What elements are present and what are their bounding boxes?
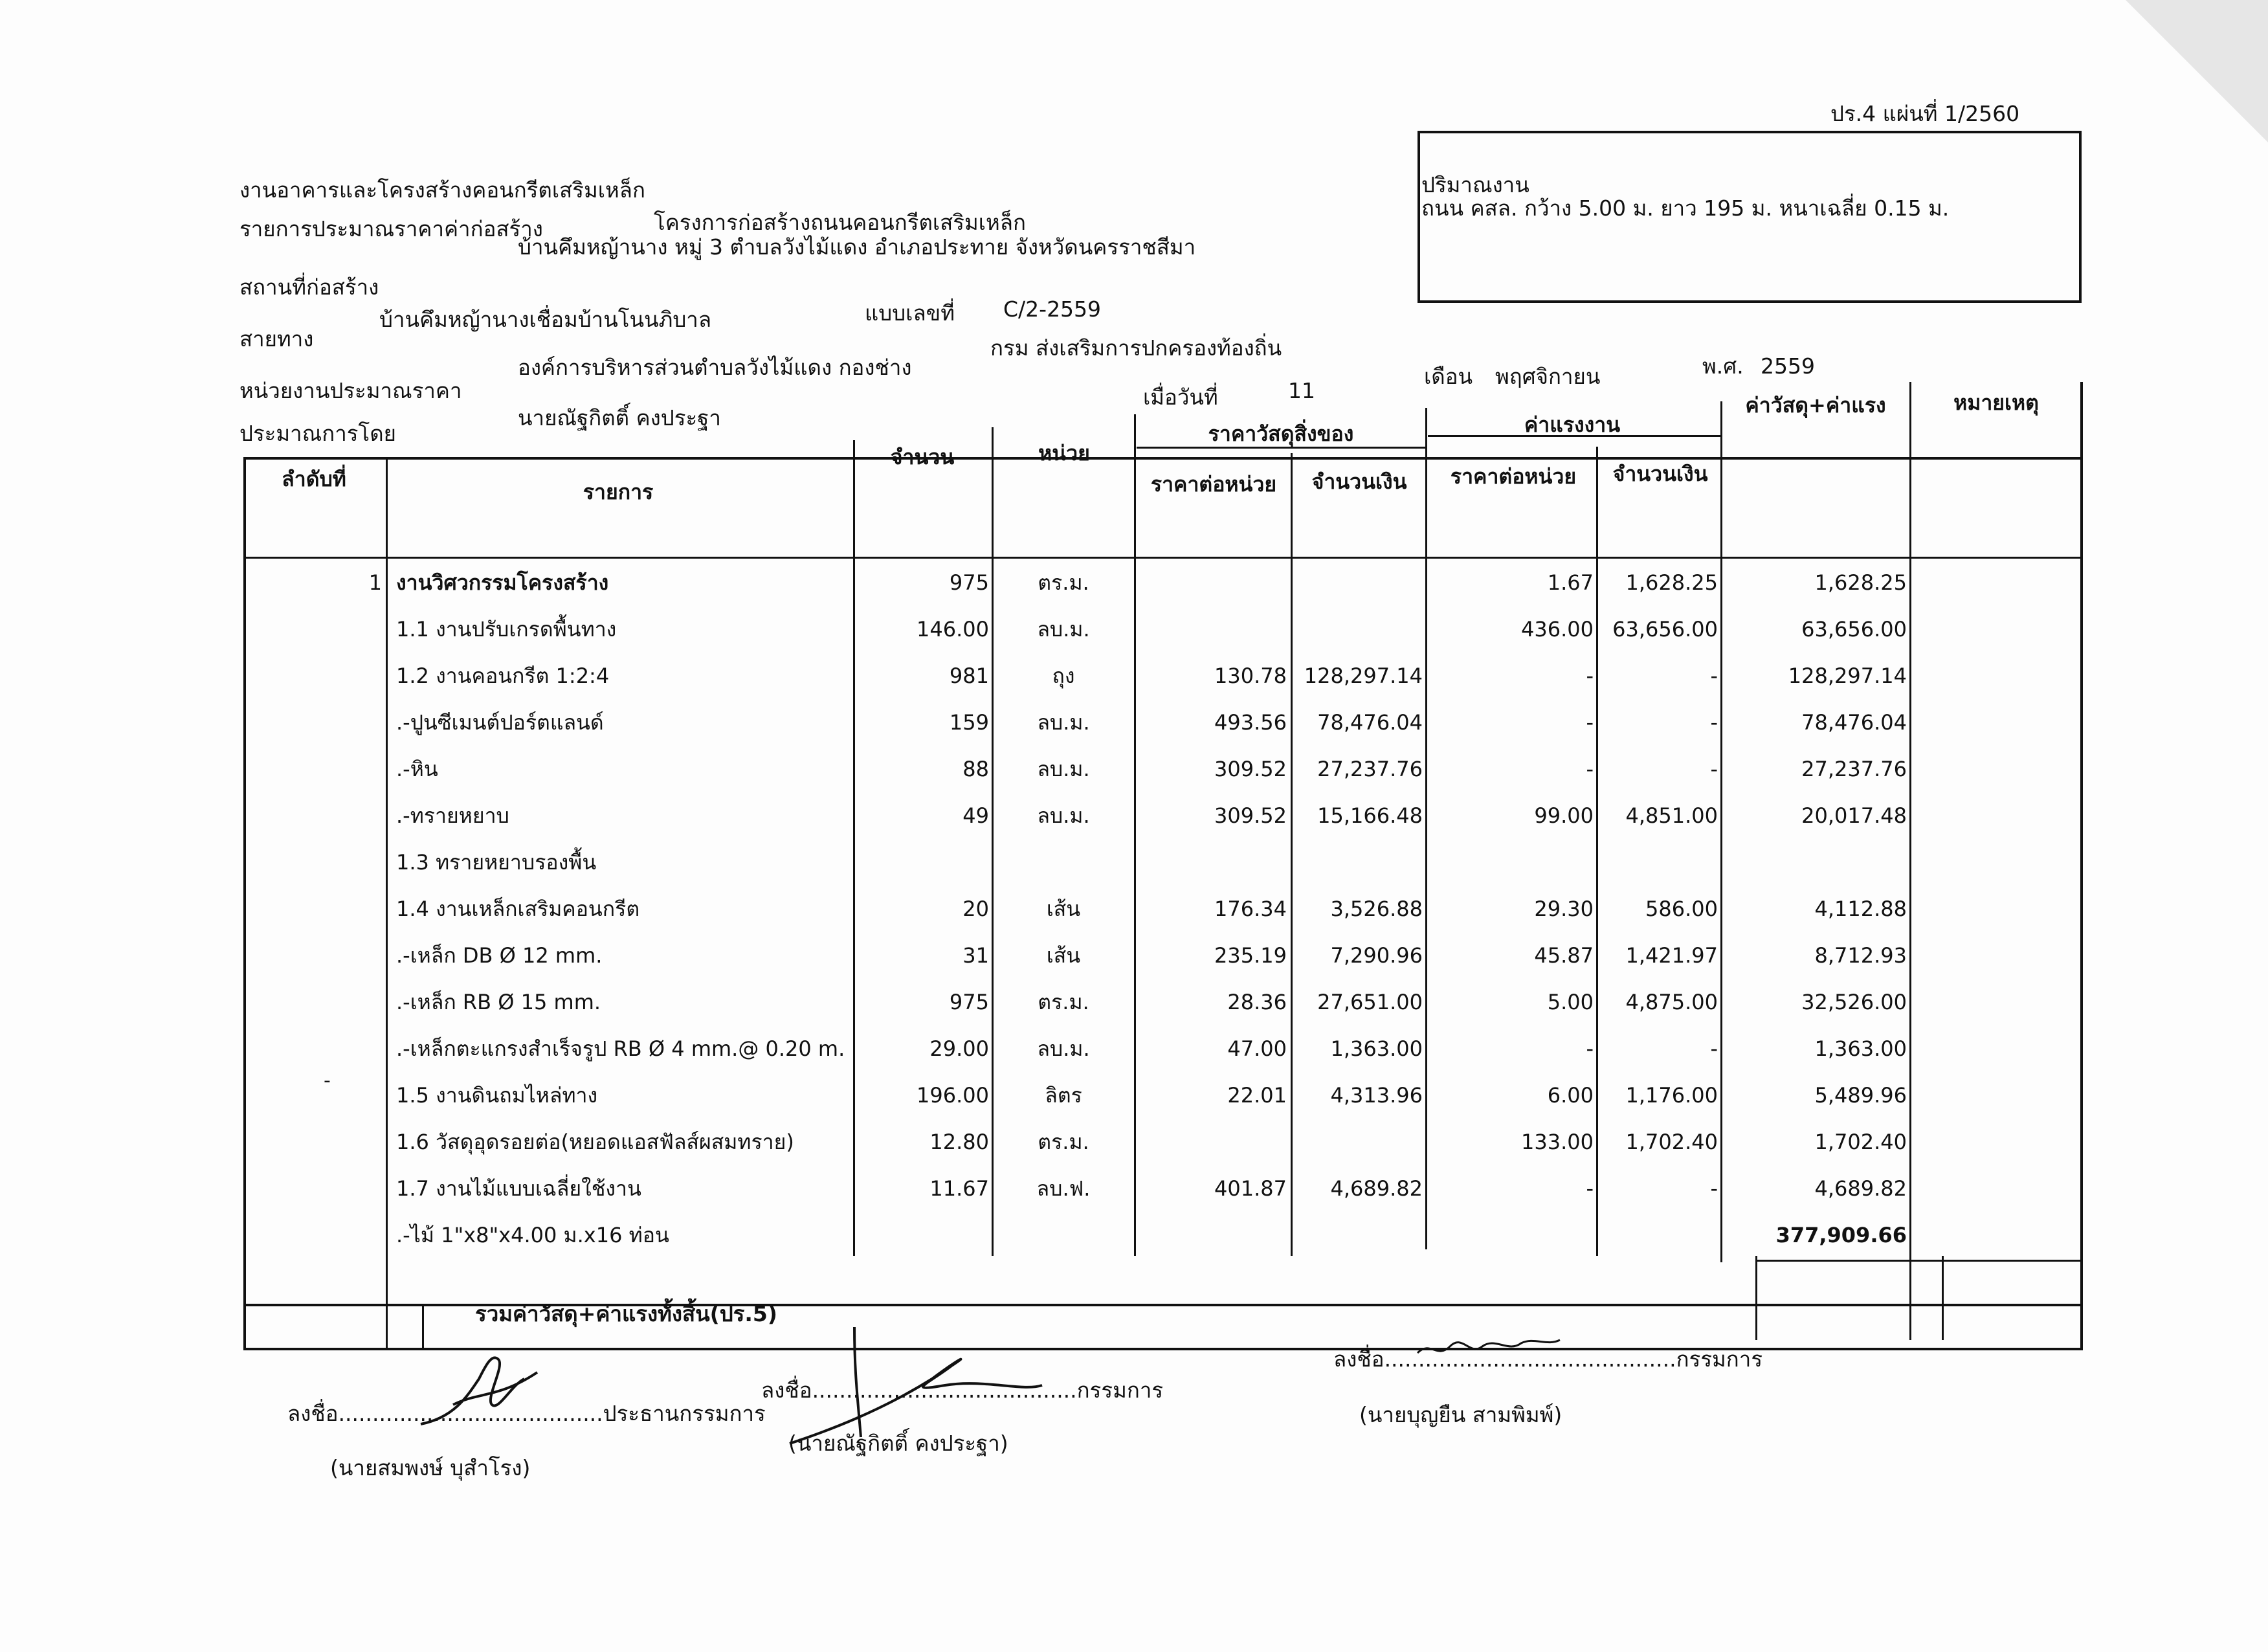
row-7-item: 1.3 ทรายหยาบรองพื้น	[396, 850, 597, 875]
row-11-unit: ลบ.ม.	[1037, 1036, 1090, 1061]
row-1-total: 1,628.25	[1814, 570, 1907, 595]
row-9-m-amt: 7,290.96	[1330, 943, 1423, 968]
row-8-total: 4,112.88	[1814, 897, 1907, 921]
col-divider-item	[853, 440, 855, 1256]
row-3-l-amt: -	[1710, 664, 1718, 688]
row-4-total: 78,476.04	[1801, 710, 1907, 735]
row-8-item: 1.4 งานเหล็กเสริมคอนกรีต	[396, 897, 640, 921]
row-3-unit: ถุง	[1052, 664, 1075, 688]
row-5-unit: ลบ.ม.	[1037, 757, 1090, 781]
sig1-sign-label: ลงชื่อ.......................................ประธานกรรมการ	[287, 1401, 766, 1426]
header-material: ราคาวัสดุสิ่งของ	[1208, 421, 1354, 446]
sig2-role: กรรมการ	[1076, 1378, 1164, 1403]
table-left-border	[243, 457, 246, 1350]
grand-total-label: รวมค่าวัสดุ+ค่าแรงทั้งสิ้น(ปร.5)	[475, 1301, 777, 1326]
row-2-l-amt: 63,656.00	[1612, 617, 1718, 642]
plan-number: C/2-2559	[1003, 296, 1102, 322]
ministry-value: กรม ส่งเสริมการปกครองท้องถิ่น	[990, 335, 1282, 361]
row-9-m-price: 235.19	[1214, 943, 1287, 968]
row-3-m-price: 130.78	[1214, 664, 1287, 688]
row-2-unit: ลบ.ม.	[1037, 617, 1090, 642]
agency-value: องค์การบริหารส่วนตำบลวังไม้แดง กองช่าง	[518, 355, 912, 380]
row-12-item: 1.5 งานดินถมไหล่ทาง	[396, 1083, 598, 1108]
table-right-border	[2080, 382, 2083, 1350]
quantity-description: ถนน คสล. กว้าง 5.00 ม. ยาว 195 ม. หนาเฉลี่ย 0.15 ม.	[1421, 195, 1950, 221]
row-2-item: 1.1 งานปรับเกรดพื้นทาง	[396, 617, 617, 642]
date-label: เมื่อวันที่	[1143, 385, 1218, 410]
row-1-qty: 975	[949, 570, 989, 595]
row-6-l-price: 99.00	[1534, 803, 1594, 828]
row-4-m-price: 493.56	[1214, 710, 1287, 735]
row-6-m-amt: 15,166.48	[1317, 803, 1423, 828]
row-1-unit: ตร.ม.	[1038, 570, 1089, 595]
site-value: บ้านคึมหญ้านาง หมู่ 3 ตำบลวังไม้แดง อำเภอประทาย จังหวัดนครราชสีมา	[518, 234, 1196, 260]
row-4-qty: 159	[949, 710, 989, 735]
row-11-item: .-เหล็กตะแกรงสำเร็จรูป RB Ø 4 mm.@ 0.20 m.	[396, 1036, 845, 1061]
row-14-item: 1.7 งานไม้แบบเฉลี่ยใช้งาน	[396, 1176, 641, 1201]
row-6-item: .-ทรายหยาบ	[396, 803, 509, 828]
col-divider-qty	[992, 427, 994, 1256]
row-1-no: 1	[368, 570, 382, 595]
row-4-l-amt: -	[1710, 710, 1718, 735]
row-6-m-price: 309.52	[1214, 803, 1287, 828]
month-label: เดือน	[1424, 364, 1473, 389]
header-material-amount: จำนวนเงิน	[1311, 469, 1407, 494]
sig1-role: ประธานกรรมการ	[603, 1401, 766, 1426]
date-day: 11	[1288, 378, 1315, 403]
row-3-l-price: -	[1586, 664, 1594, 688]
row-5-item: .-หิน	[396, 757, 438, 781]
plan-label: แบบเลขที่	[865, 300, 955, 326]
col-divider-no	[386, 457, 388, 1348]
row-13-l-amt: 1,702.40	[1625, 1130, 1718, 1154]
row-1-item: งานวิศวกรรมโครงสร้าง	[396, 570, 609, 595]
row-4-l-price: -	[1586, 710, 1594, 735]
row-15-total: 377,909.66	[1775, 1223, 1907, 1247]
sig3-sign-label: ลงชื่อ...........................................กรรมการ	[1333, 1346, 1763, 1372]
row-5-qty: 88	[962, 757, 989, 781]
col-divider-labor-price	[1596, 447, 1598, 1256]
row-5-l-price: -	[1586, 757, 1594, 781]
row-14-total: 4,689.82	[1814, 1176, 1907, 1201]
sig2-name: (นายณัฐกิตติ์ คงประฐา)	[788, 1431, 1008, 1456]
row-14-m-price: 401.87	[1214, 1176, 1287, 1201]
row-4-m-amt: 78,476.04	[1317, 710, 1423, 735]
row-8-m-amt: 3,526.88	[1330, 897, 1423, 921]
row-10-item: .-เหล็ก RB Ø 15 mm.	[396, 990, 601, 1014]
row-14-qty: 11.67	[929, 1176, 989, 1201]
sig1-name: (นายสมพงษ์ บุสำโรง)	[330, 1455, 531, 1480]
row-6-qty: 49	[962, 803, 989, 828]
doc-reference: ปร.4 แผ่นที่ 1/2560	[1830, 101, 2020, 126]
col-divider-labor-amount	[1720, 401, 1722, 1262]
route-label: สายทาง	[239, 326, 314, 352]
row-12-m-amt: 4,313.96	[1330, 1083, 1423, 1108]
month-value: พฤศจิกายน	[1495, 364, 1601, 389]
row-9-qty: 31	[962, 943, 989, 968]
site-label: สถานที่ก่อสร้าง	[239, 274, 379, 300]
row-13-total: 1,702.40	[1814, 1130, 1907, 1154]
row-8-m-price: 176.34	[1214, 897, 1287, 921]
project-name: โครงการก่อสร้างถนนคอนกรีตเสริมเหล็ก	[654, 210, 1027, 235]
row-11-qty: 29.00	[929, 1036, 989, 1061]
sig2-sign-label: ลงชื่อ.......................................กรรมการ	[761, 1378, 1164, 1403]
year-value: 2559	[1761, 353, 1815, 379]
estimator-label: ประมาณการโดย	[239, 421, 397, 446]
header-item: รายการ	[583, 480, 654, 504]
scan-corner-shadow	[2126, 0, 2268, 142]
row-10-qty: 975	[949, 990, 989, 1014]
row-8-unit: เส้น	[1046, 897, 1081, 921]
row-9-unit: เส้น	[1046, 943, 1081, 968]
row-5-l-amt: -	[1710, 757, 1718, 781]
row-9-l-amt: 1,421.97	[1625, 943, 1718, 968]
row-10-total: 32,526.00	[1801, 990, 1907, 1014]
row-8-l-price: 29.30	[1534, 897, 1594, 921]
row-12-qty: 196.00	[917, 1083, 989, 1108]
row-6-unit: ลบ.ม.	[1037, 803, 1090, 828]
row-6-total: 20,017.48	[1801, 803, 1907, 828]
row-11-l-price: -	[1586, 1036, 1594, 1061]
header-qty: จำนวน	[890, 445, 955, 469]
row-1-l-price: 1.67	[1547, 570, 1594, 595]
row-12-unit: ลิตร	[1045, 1083, 1082, 1108]
row-5-total: 27,237.76	[1801, 757, 1907, 781]
col-divider-remark-bottom	[1942, 1256, 1944, 1340]
header-labor: ค่าแรงงาน	[1524, 412, 1621, 437]
row-9-l-price: 45.87	[1534, 943, 1594, 968]
col-divider-material-price	[1291, 453, 1293, 1256]
header-unit: หน่วย	[1038, 441, 1090, 465]
row-13-qty: 12.80	[929, 1130, 989, 1154]
row-10-l-price: 5.00	[1547, 990, 1594, 1014]
row-12-m-price: 22.01	[1227, 1083, 1287, 1108]
header-total: ค่าวัสดุ+ค่าแรง	[1745, 393, 1886, 418]
row-8-l-amt: 586.00	[1645, 897, 1718, 921]
row-6-l-amt: 4,851.00	[1625, 803, 1718, 828]
estimator-name: นายณัฐกิตติ์ คงประฐา	[518, 405, 721, 430]
row-14-l-price: -	[1586, 1176, 1594, 1201]
row-8-qty: 20	[962, 897, 989, 921]
row-12-total: 5,489.96	[1814, 1083, 1907, 1108]
row-10-m-amt: 27,651.00	[1317, 990, 1423, 1014]
row-14-l-amt: -	[1710, 1176, 1718, 1201]
sig3-name: (นายบุญยืน สามพิมพ์)	[1359, 1402, 1562, 1427]
row-11-total: 1,363.00	[1814, 1036, 1907, 1061]
row-10-unit: ตร.ม.	[1038, 990, 1089, 1014]
route-value: บ้านคึมหญ้านางเชื่อมบ้านโนนภิบาล	[379, 307, 712, 332]
row-14-unit: ลบ.ฟ.	[1036, 1176, 1091, 1201]
stray-mark: -	[324, 1069, 331, 1092]
row-3-item: 1.2 งานคอนกรีต 1:2:4	[396, 664, 610, 688]
col-divider-material-amount	[1425, 408, 1427, 1249]
header-material-unit-price: ราคาต่อหน่วย	[1150, 472, 1277, 497]
row-15-item: .-ไม้ 1"x8"x4.00 ม.x16 ท่อน	[396, 1223, 669, 1247]
row-11-m-amt: 1,363.00	[1330, 1036, 1423, 1061]
row-4-item: .-ปูนซีเมนต์ปอร์ตแลนด์	[396, 710, 604, 735]
quantity-title: ปริมาณงาน	[1421, 172, 1529, 197]
row-2-total: 63,656.00	[1801, 617, 1907, 642]
header-labor-amount: จำนวนเงิน	[1612, 462, 1708, 486]
row-12-l-price: 6.00	[1547, 1083, 1594, 1108]
col-divider-unit	[1134, 414, 1136, 1256]
estimate-label: รายการประมาณราคาค่าก่อสร้าง	[239, 216, 543, 241]
total-cell-top-line	[1755, 1260, 2083, 1262]
header-no: ลำดับที่	[282, 467, 346, 491]
row-11-l-amt: -	[1710, 1036, 1718, 1061]
row-4-unit: ลบ.ม.	[1037, 710, 1090, 735]
year-label: พ.ศ.	[1702, 353, 1744, 379]
table-top-border	[243, 457, 2083, 460]
row-3-qty: 981	[949, 664, 989, 688]
row-2-l-price: 436.00	[1521, 617, 1594, 642]
department-title: งานอาคารและโครงสร้างคอนกรีตเสริมเหล็ก	[239, 177, 645, 203]
row-12-l-amt: 1,176.00	[1625, 1083, 1718, 1108]
sig3-role: กรรมการ	[1676, 1346, 1763, 1372]
row-2-qty: 146.00	[917, 617, 989, 642]
row-5-m-amt: 27,237.76	[1317, 757, 1423, 781]
row-1-l-amt: 1,628.25	[1625, 570, 1718, 595]
table-header-bottom-border	[243, 557, 2083, 559]
header-labor-unit-price: ราคาต่อหน่วย	[1450, 464, 1577, 489]
row-13-item: 1.6 วัสดุอุดรอยต่อ(หยอดแอสฟัลส์ผสมทราย)	[396, 1130, 794, 1154]
row-10-l-amt: 4,875.00	[1625, 990, 1718, 1014]
row-9-item: .-เหล็ก DB Ø 12 mm.	[396, 943, 603, 968]
row-14-m-amt: 4,689.82	[1330, 1176, 1423, 1201]
row-11-m-price: 47.00	[1227, 1036, 1287, 1061]
agency-label: หน่วยงานประมาณราคา	[239, 378, 462, 403]
row-13-unit: ตร.ม.	[1038, 1130, 1089, 1154]
row-10-m-price: 28.36	[1227, 990, 1287, 1014]
row-5-m-price: 309.52	[1214, 757, 1287, 781]
col-divider-total	[1909, 382, 1911, 1340]
header-remark: หมายเหตุ	[1953, 390, 2039, 415]
row-9-total: 8,712.93	[1814, 943, 1907, 968]
row-13-l-price: 133.00	[1521, 1130, 1594, 1154]
row-3-total: 128,297.14	[1788, 664, 1907, 688]
material-sub-header-line	[1137, 447, 1425, 449]
col-divider-total-bottom	[1755, 1256, 1757, 1340]
row-3-m-amt: 128,297.14	[1304, 664, 1423, 688]
